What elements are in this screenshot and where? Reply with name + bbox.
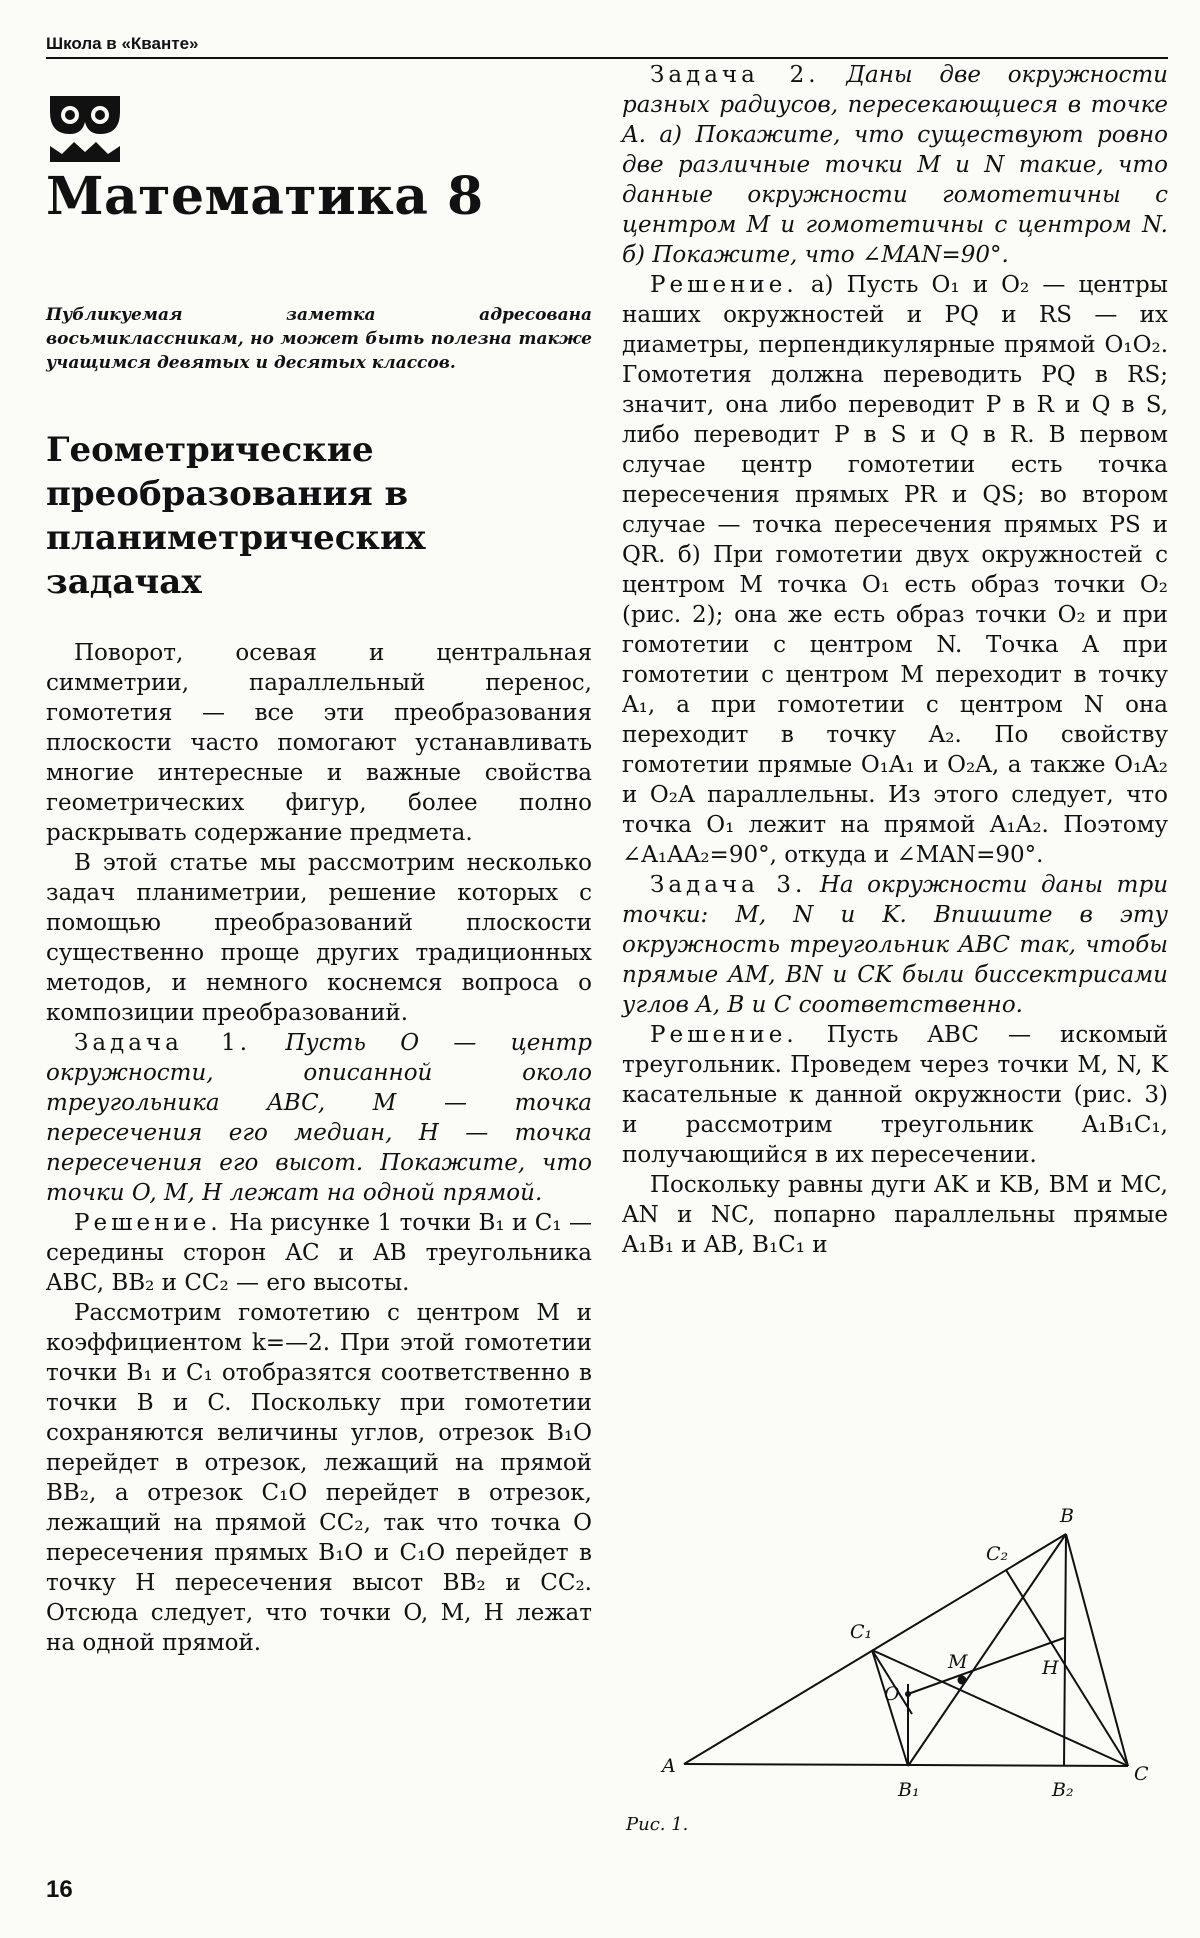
paragraph-intro: Поворот, осевая и центральная симметрии, параллельный перенос, гомотетия — все эти преобразования плоскости часто помогают устанавливать многие интересные и важные свойства геометрических фигур, более полно раскрывать содержание предмета.: [46, 640, 592, 846]
altitude-bb2: [1064, 1534, 1066, 1766]
solution-2-text: а) Пусть O₁ и O₂ — центры наших окружностей и PQ и RS — их диаметры, перпендикулярные прямой O₁O₂. Гомотетия должна переводить PQ в RS; значит, она либо переводит P в R и Q в S, либо переводит P в S и Q в R. В первом случае центр гомотетии есть точка пересечения прямых PR и QS; во втором случае — точка пересечения прямых PS и QR. б) При гомотетии двух окружностей с центром M точка O₁ есть образ точки O₂ (рис. 2); она же есть образ точки O₂ и при гомотетии с центром N. Точка A при гомотетии с центром M переходит в точку A₁, а при гомотетии с центром N она переходит в точку A₂. По свойству гомотетии прямые O₁A₁ и O₂A, а также O₁A₂ и O₂A параллельны. Из этого следует, что точка O₁ лежит на прямой A₁A₂. Поэтому ∠A₁AA₂=90°, откуда и ∠MAN=90°.: [622, 272, 1168, 868]
label-c2: C₂: [986, 1543, 1009, 1565]
running-header: [46, 34, 1168, 59]
section-name: Школа в «Кванте»: [46, 34, 199, 53]
side-ab: [684, 1534, 1066, 1764]
label-b2: B₂: [1052, 1779, 1074, 1801]
median-bb1: [908, 1534, 1066, 1766]
task-3-text: На окружности даны три точки: M, N и K. Впишите в эту окружность треугольник ABC так, чтобы прямые AM, BN и CK были биссектрисами углов A, B и C соответственно.: [622, 872, 1169, 1018]
paragraph-arcs: Поскольку равны дуги AK и KB, BM и MC, AN и NC, попарно параллельны прямые A₁B₁ и AB, B₁C₁ и: [622, 1172, 1168, 1258]
left-column: [46, 638, 592, 1658]
right-column: [622, 60, 1168, 1260]
label-h: H: [1042, 1657, 1059, 1679]
solution-3-label: Решение.: [650, 1022, 798, 1048]
task-1: [46, 1028, 592, 1208]
solution-1-label: Решение.: [74, 1210, 222, 1236]
task-2-label: Задача 2.: [650, 62, 820, 88]
solution-2-label: Решение.: [650, 272, 798, 298]
point-m: [958, 1676, 967, 1685]
median-cc1: [872, 1650, 1128, 1766]
solution-1: [46, 1208, 592, 1298]
article-title: Геометрические преобразования в планиметрических задачах: [46, 430, 426, 602]
label-c1: C₁: [850, 1621, 873, 1643]
altitude-cc2: [1006, 1570, 1128, 1766]
label-b: B: [1060, 1505, 1074, 1527]
solution-3: [622, 1020, 1168, 1170]
figure-caption: Рис. 1.: [626, 1814, 689, 1835]
side-ac: [684, 1764, 1128, 1766]
solution-3-text: Пусть ABC — искомый треугольник. Проведем через точки M, N, K касательные к данной окружности (рис. 3) и рассмотрим треугольник A₁B₁C₁, получающийся в их пересечении.: [622, 1022, 1168, 1168]
solution-1-text: На рисунке 1 точки B₁ и C₁ — середины сторон AC и AB треугольника ABC, BB₂ и CC₂ — его высоты.: [46, 1210, 593, 1296]
page-title: Математика 8: [46, 166, 484, 227]
label-o: O: [884, 1683, 900, 1705]
intro-note: Публикуемая заметка адресована восьмиклассникам, но может быть полезна также учащимся девятых и десятых классов.: [46, 305, 592, 373]
label-a: A: [662, 1755, 676, 1777]
segment-b1c1: [872, 1650, 908, 1766]
task-2: [622, 60, 1168, 270]
task-3-label: Задача 3.: [650, 872, 807, 898]
task-1-label: Задача 1.: [74, 1030, 252, 1056]
task-1-text: Пусть O — центр окружности, описанной около треугольника ABC, M — точка пересечения его медиан, H — точка пересечения его высот. Покажите, что точки O, M, H лежат на одной прямой.: [46, 1030, 592, 1206]
label-c: C: [1134, 1763, 1149, 1785]
figure-1-triangle-diagram: [622, 1488, 1168, 1858]
page-number: 16: [46, 1876, 73, 1903]
paragraph-overview: В этой статье мы рассмотрим несколько задач планиметрии, решение которых с помощью преобразований плоскости существенно проще других традиционных методов, и немного коснемся вопроса о композиции преобразований.: [46, 850, 592, 1026]
point-o: [905, 1691, 911, 1697]
euler-line: [908, 1638, 1064, 1694]
section-logo-icon: [48, 94, 122, 164]
solution-2: [622, 270, 1168, 870]
task-3: [622, 870, 1168, 1020]
side-bc: [1066, 1534, 1128, 1766]
task-2-text: Даны две окружности разных радиусов, пересекающиеся в точке A. а) Покажите, что существуют ровно две различные точки M и N такие, что данные окружности гомотетичны с центром M и гомотетичны с центром N. б) Покажите, что ∠MAN=90°.: [622, 62, 1168, 268]
label-b1: B₁: [898, 1779, 920, 1801]
paragraph-homothety: Рассмотрим гомотетию с центром M и коэффициентом k=—2. При этой гомотетии точки B₁ и C₁ отобразятся соответственно в точки B и C. Поскольку при гомотетии сохраняются величины углов, отрезок B₁O перейдет в отрезок, лежащий на прямой BB₂, а отрезок C₁O перейдет в отрезок, лежащий на прямой CC₂, так что точка O пересечения прямых B₁O и C₁O перейдет в точку H пересечения высот BB₂ и CC₂. Отсюда следует, что точки O, M, H лежат на одной прямой.: [46, 1300, 592, 1656]
label-m: M: [948, 1651, 968, 1673]
